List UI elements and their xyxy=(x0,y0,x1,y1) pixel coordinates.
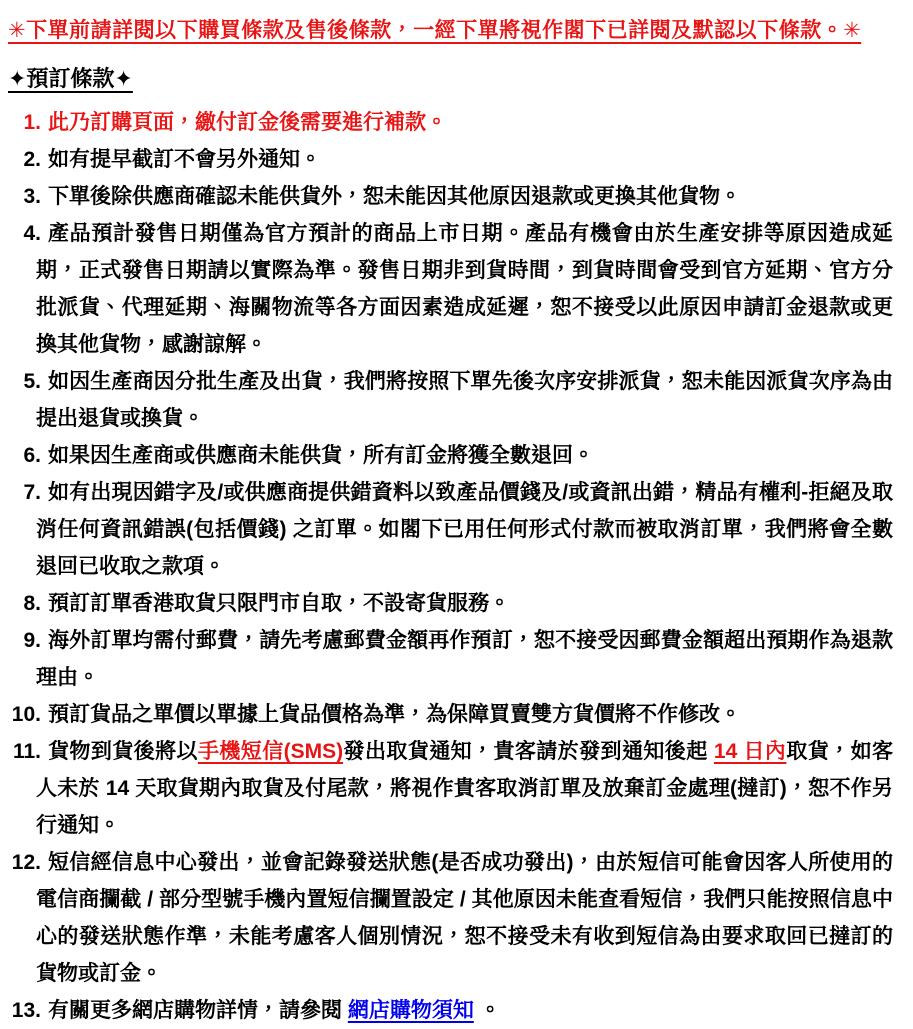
term-item xyxy=(8,215,893,363)
terms-list xyxy=(8,104,893,1029)
term-item xyxy=(8,104,893,141)
term-item xyxy=(8,141,893,178)
term-text: 如果因生產商或供應商未能供貨，所有訂金將獲全數退回。 xyxy=(48,444,594,467)
term-item xyxy=(8,622,893,696)
term-number: 5. xyxy=(23,370,41,393)
term-item xyxy=(8,363,893,437)
term-text: 如有提早截訂不會另外通知。 xyxy=(48,148,321,171)
term-number: 4. xyxy=(23,222,41,245)
term-number: 13. xyxy=(11,999,41,1022)
term-text: 有關更多網店購物詳情，請參閱 網店購物須知 。 xyxy=(48,999,501,1022)
section-title-preorder-terms: ✦預訂條款✦ xyxy=(8,66,133,91)
highlighted-term-text: 手機短信(SMS) xyxy=(197,740,344,763)
term-item xyxy=(8,474,893,585)
term-item xyxy=(8,178,893,215)
term-number: 7. xyxy=(23,481,41,504)
term-item xyxy=(8,696,893,733)
term-text: 短信經信息中心發出，並會記錄發送狀態(是否成功發出)，由於短信可能會因客人所使用的電信商攔截 / 部分型號手機內置短信攔置設定 / 其他原因未能查看短信，我們只能按照信息中心的發送狀態作準，未能考慮客人個別情況，恕不接受未有收到短信為由要求取回已撻訂的貨物或訂金。 xyxy=(36,851,893,985)
purchase-notice-banner: ✳下單前請詳閱以下購買條款及售後條款，一經下單將視作閣下已詳閱及默認以下條款。✳ xyxy=(8,19,862,42)
term-item xyxy=(8,437,893,474)
term-text: 如有出現因錯字及/或供應商提供錯資料以致產品價錢及/或資訊出錯，精品有權利-拒絕及取消任何資訊錯誤(包括價錢) 之訂單。如閣下已用任何形式付款而被取消訂單，我們將會全數退回已收取之款項。 xyxy=(36,481,893,578)
term-number: 2. xyxy=(23,148,41,171)
term-number: 6. xyxy=(23,444,41,467)
highlighted-term-text: 14 日內 xyxy=(713,740,787,763)
term-text: 海外訂單均需付郵費，請先考慮郵費金額再作預訂，恕不接受因郵費金額超出預期作為退款理由。 xyxy=(36,629,893,689)
term-number: 1. xyxy=(23,111,41,134)
term-number: 11. xyxy=(12,740,41,763)
term-item xyxy=(8,844,893,992)
term-text: 此乃訂購頁面，繳付訂金後需要進行補款。 xyxy=(48,111,447,134)
term-number: 9. xyxy=(23,629,41,652)
term-text: 貨物到貨後將以手機短信(SMS)發出取貨通知，貴客請於發到通知後起 14 日內取貨，如客人未於 14 天取貨期內取貨及付尾款，將視作貴客取消訂單及放棄訂金處理(撻訂)，恕不作另行通知。 xyxy=(36,740,894,837)
term-number: 8. xyxy=(23,592,41,615)
term-item xyxy=(8,733,893,844)
term-text: 產品預計發售日期僅為官方預計的商品上市日期。產品有機會由於生產安排等原因造成延期，正式發售日期請以實際為準。發售日期非到貨時間，到貨時間會受到官方延期、官方分批派貨、代理延期、海關物流等各方面因素造成延遲，恕不接受以此原因申請訂金退款或更換其他貨物，感謝諒解。 xyxy=(36,222,893,356)
term-text: 預訂訂單香港取貨只限門市自取，不設寄貨服務。 xyxy=(48,592,510,615)
term-text: 下單後除供應商確認未能供貨外，恕未能因其他原因退款或更換其他貨物。 xyxy=(48,185,741,208)
term-text: 如因生產商因分批生產及出貨，我們將按照下單先後次序安排派貨，恕未能因派貨次序為由提出退貨或換貨。 xyxy=(36,370,893,430)
term-number: 12. xyxy=(11,851,41,874)
term-item xyxy=(8,992,893,1029)
link-store-shopping-notice[interactable]: 網店購物須知 xyxy=(347,999,474,1022)
term-text: 預訂貨品之單價以單據上貨品價格為準，為保障買賣雙方貨價將不作修改。 xyxy=(48,703,741,726)
term-number: 10. xyxy=(11,703,41,726)
term-item xyxy=(8,585,893,622)
term-number: 3. xyxy=(23,185,41,208)
